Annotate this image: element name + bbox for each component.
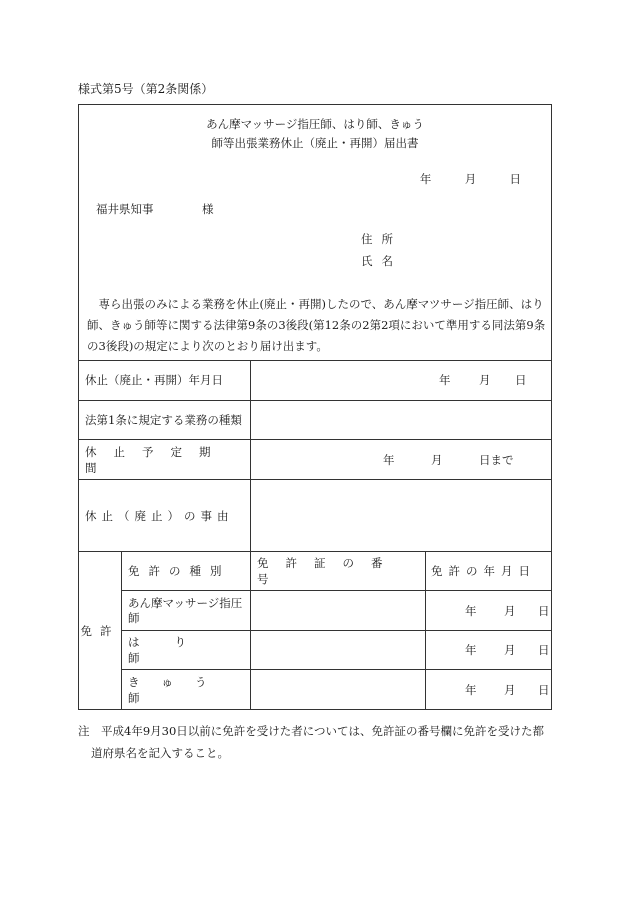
license-type-text: はり師 <box>128 635 221 665</box>
year-label: 年 <box>465 603 477 618</box>
date-year-label: 年 <box>419 172 432 186</box>
form-header <box>79 105 551 361</box>
name-label: 氏名 <box>361 254 402 268</box>
month-label: 月 <box>479 373 491 387</box>
license-row <box>122 591 551 631</box>
license-header-row <box>122 552 551 591</box>
license-type-text: きゅう師 <box>128 674 229 705</box>
footnote-line2: 道府県名を記入すること。 <box>91 746 229 760</box>
license-type-header <box>122 552 251 590</box>
reason-label <box>79 480 251 551</box>
license-date-header <box>426 552 551 590</box>
date-day-label: 日 <box>509 172 521 186</box>
row-planned-period <box>79 440 551 480</box>
license-row <box>122 670 551 709</box>
planned-period-label-text: 休止予定期間 <box>85 444 228 475</box>
license-type-cell <box>122 631 251 669</box>
form-frame <box>78 104 552 710</box>
planned-period-field[interactable] <box>251 440 551 479</box>
declaration-text: 専ら出張のみによる業務を休止(廃止・再開)したので、あん摩マツサージ指圧師、はり師、きゅう師等に関する法律第9条の3後段(第12条の2第2項において準用する同法第9条の3後段)の規定により次のとおり届け出ます。 <box>87 297 546 353</box>
license-side-label <box>79 552 122 709</box>
year-label: 年 <box>465 682 477 697</box>
row-business-type <box>79 401 551 440</box>
business-type-field[interactable] <box>251 401 551 439</box>
year-label: 年 <box>383 452 395 467</box>
license-date-field[interactable] <box>426 631 551 669</box>
license-section <box>79 552 551 709</box>
year-label: 年 <box>465 643 477 657</box>
license-row <box>122 631 551 670</box>
form-title-line1: あん摩マッサージ指圧師、はり師、きゅう <box>206 117 424 131</box>
day-label: 日 <box>538 682 550 697</box>
month-label: 月 <box>504 643 516 657</box>
footnote-line1: 注 平成4年9月30日以前に免許を受けた者については、免許証の番号欄に免許を受けた都 <box>78 724 545 738</box>
addressee: 福井県知事 <box>96 202 154 216</box>
year-label: 年 <box>439 373 451 387</box>
day-label: 日 <box>515 373 527 387</box>
reason-field[interactable] <box>251 480 551 551</box>
submission-date <box>420 171 521 187</box>
form-title-line2: 師等出張業務休止（廃止・再開）届出書 <box>211 136 419 150</box>
month-label: 月 <box>504 682 516 697</box>
license-number-field[interactable] <box>251 670 426 709</box>
license-type-header-text: 免許の種別 <box>128 564 231 578</box>
day-label: 日 <box>538 643 550 657</box>
license-date-field[interactable] <box>426 670 551 709</box>
day-label: 日 <box>538 603 550 618</box>
license-type-cell <box>122 670 251 709</box>
addressee-suffix: 様 <box>202 202 214 216</box>
planned-period-label <box>79 440 251 479</box>
address-label: 住所 <box>361 232 402 246</box>
until-label: 日まで <box>479 452 514 467</box>
row-reason <box>79 480 551 552</box>
row-suspension-date <box>79 360 551 401</box>
business-type-label: 法第1条に規定する業務の種類 <box>79 401 251 439</box>
month-label: 月 <box>504 603 516 618</box>
license-side-label-text: 免許 <box>80 623 120 638</box>
suspension-date-field[interactable] <box>251 360 551 400</box>
license-date-header-text: 免許の年月日 <box>431 564 536 578</box>
reason-label-text: 休止（廃止）の事由 <box>85 508 234 523</box>
license-number-header <box>251 552 426 590</box>
license-type-text: あん摩マッサージ指圧師 <box>128 595 243 625</box>
suspension-date-label: 休止（廃止・再開）年月日 <box>79 360 251 400</box>
license-date-field[interactable] <box>426 591 551 630</box>
license-number-field[interactable] <box>251 631 426 669</box>
license-type-cell <box>122 591 251 630</box>
month-label: 月 <box>431 452 443 467</box>
license-number-header-text: 免許証の番号 <box>257 556 400 586</box>
form-number: 様式第5号（第2条関係） <box>78 82 214 96</box>
license-number-field[interactable] <box>251 591 426 630</box>
date-month-label: 月 <box>464 172 477 186</box>
